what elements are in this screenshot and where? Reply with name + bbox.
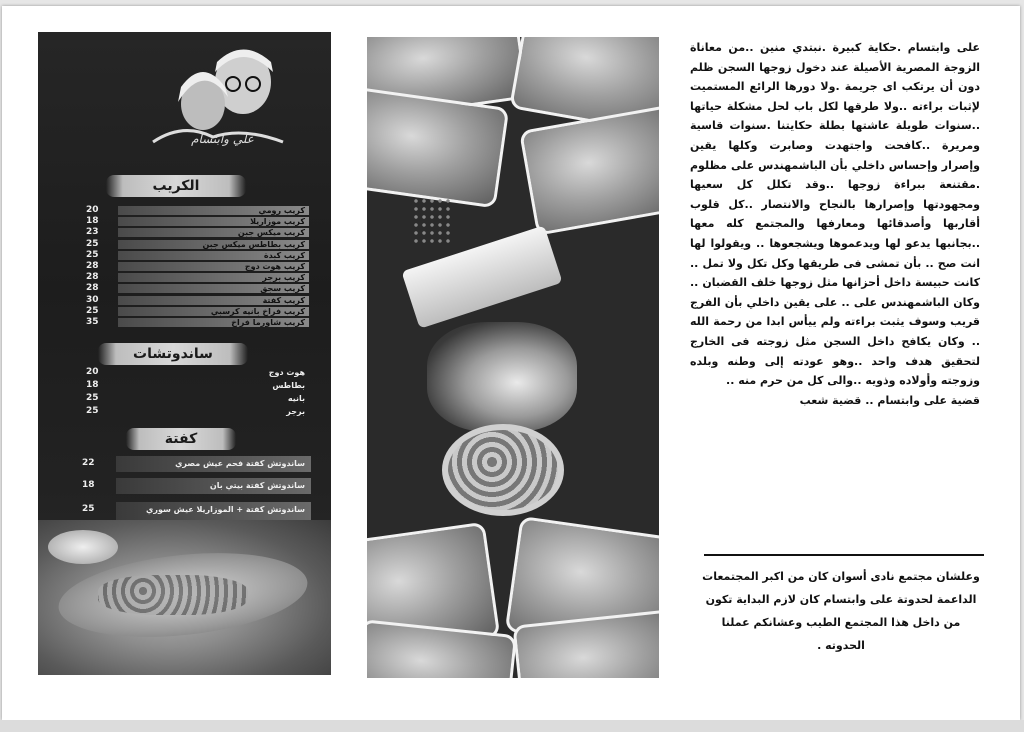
menu-price: 18 [82, 480, 95, 490]
pizza-image [442, 424, 564, 516]
menu-item-name: ساندوتش كفتة فحم عيش مصري [175, 459, 305, 468]
menu-item-name: كريب موزاريلا [250, 217, 305, 227]
menu-price: 25 [86, 238, 99, 249]
menu-item-name: كريب سجق [260, 284, 305, 294]
menu-price: 23 [86, 227, 99, 238]
menu-row [38, 317, 331, 328]
menu-price: 22 [82, 458, 95, 468]
menu-price: 25 [86, 305, 99, 316]
menu-panel [38, 32, 331, 675]
menu-price: 25 [86, 393, 99, 403]
menu-row [38, 239, 331, 250]
food-collage-panel [367, 37, 659, 678]
menu-item-name: بطاطس [272, 381, 305, 390]
menu-item-name: كريب برجر [262, 273, 305, 283]
menu-item-name: هوت دوج [268, 368, 305, 377]
menu-price: 30 [86, 294, 99, 305]
menu-row [38, 306, 331, 317]
story-body [690, 38, 980, 410]
menu-row [38, 393, 331, 404]
menu-row [38, 502, 331, 522]
menu-price: 25 [86, 249, 99, 260]
divider-line [704, 554, 984, 556]
menu-price: 18 [86, 216, 99, 227]
food-photo-tile [367, 87, 509, 209]
menu-row [38, 283, 331, 294]
crepe-section-title: الكريب [106, 175, 246, 197]
menu-item-name: كريب شاورما فراخ [231, 318, 305, 327]
menu-row [38, 380, 331, 391]
filling [98, 575, 248, 615]
menu-price: 20 [86, 367, 99, 377]
menu-item-name: كريب كفتة [262, 295, 305, 305]
sauce-bowl [48, 530, 118, 564]
page-bottom-shadow [0, 720, 1024, 732]
menu-item-name: كريب ميكس جبن [237, 228, 305, 238]
decor-dots [412, 197, 452, 247]
menu-price: 25 [82, 504, 95, 514]
sandwiches-section-title: ساندوتشات [98, 343, 248, 365]
menu-row [38, 261, 331, 272]
menu-row [38, 456, 331, 472]
menu-row [38, 367, 331, 378]
kofta-section-title: كفتة [126, 428, 236, 450]
menu-item-name: بانيه [287, 394, 305, 403]
menu-price: 20 [86, 205, 99, 215]
menu-price: 18 [86, 380, 99, 390]
menu-price: 28 [86, 261, 99, 271]
association-paragraph: وعلشان مجتمع نادى أسوان كان من اكبر المجتمعات الداعمة لحدوتة على وابتسام كان لازم البداية تكون من داخل هذا المجتمع الطيب وعشانكم عملنا الحدوته . [702, 570, 980, 652]
menu-row [38, 295, 331, 306]
menu-item-name: كريب فراخ بانيه كرسبي [210, 306, 305, 316]
menu-item-name: برجر [286, 407, 305, 416]
food-photo-tile [519, 104, 659, 235]
menu-price: 35 [86, 317, 99, 327]
menu-row [38, 216, 331, 227]
menu-row [38, 272, 331, 283]
story-paragraph: على وابتسام .حكاية كبيرة .نبتدي منين ..من معاناة الزوجة المصرية الأصيلة عند دخول زوجها السجن ظلم دون أن يرتكب اى جريمة .ولا دورها الرائع المستميت لإثبات براءته ..ولا طرقها لكل باب لحل مشكلة حياتها ..سنوات طويلة عاشتها بطلة حكايتنا .سنوات قاسية ومريرة ..كافحت واجتهدت وصابرت وكلها يقين وإصرار وإحساس داخلي بأن الباشمهندس على مظلوم .مقتنعة ببراءة زوجها ..وقد تكلل كل سعيها ومجهودتها وإصرارها بالنجاح والانتصار ..كل قلوب أقاربها وأصدقائها ومعارفها والمجتمع كله معها ..بجانبها يدعو لها ويدعموها ويشجعوها .. ويقولوا لها انت صح .. بأن تمشى فى طريقها وكل تكل ولا تمل .. كانت حبيسة داخل أحزانها مثل زوجها خلف القضبان .. وكان الباشمهندس على .. على يقين داخلي بأن الفرج قريب وسوف يثبت براءته ولم ييأس ابدا من رحمة الله .. وكان يكافح داخل السجن مثل زوجته فى الخارج لتحقيق هدف واحد ..وهو عودته إلى وطنه وبلده وزوجته وأولاده وذويه ..والى كل من حرم منه .. [690, 41, 980, 388]
menu-row [38, 227, 331, 238]
menu-row [38, 205, 331, 216]
menu-row [38, 250, 331, 261]
shawarma-plate-photo [38, 520, 331, 675]
menu-item-name: كريب بطاطس ميكس جبن [202, 239, 305, 249]
menu-item-name: ساندوتش كفتة + الموزاريلا عيش سوري [146, 505, 305, 514]
menu-item-name: كريب هوت دوج [244, 262, 305, 271]
menu-item-name: كريب كبدة [263, 250, 305, 260]
story-tagline: قضية على وابتسام .. قضية شعب [799, 393, 980, 407]
couple-portrait-image [427, 322, 577, 432]
menu-row [38, 478, 331, 494]
menu-item-name: ساندوتش كفتة بيتي بان [209, 481, 305, 490]
menu-price: 25 [86, 406, 99, 416]
menu-row [38, 406, 331, 417]
story-text-column [690, 38, 980, 410]
menu-item-name: كريب رومي [258, 206, 305, 215]
logo-text: علي وابتسام [191, 132, 254, 146]
menu-price: 28 [86, 283, 99, 294]
menu-price: 28 [86, 272, 99, 283]
